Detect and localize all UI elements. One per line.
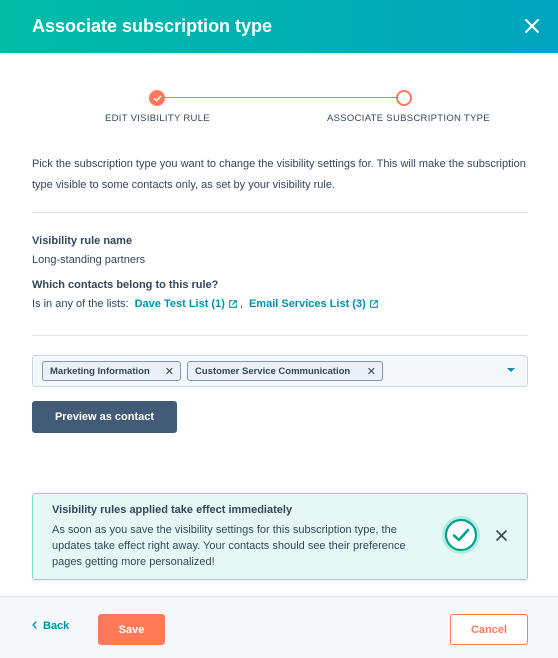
list-link-label: Email Services List (3): [248, 298, 366, 310]
alert-body: As soon as you save the visibility settings for this subscription type, the updates take effect right away. Your contacts should see their preference pages getting more personalized!: [52, 524, 406, 568]
lists-row: [32, 298, 379, 310]
cancel-button[interactable]: Cancel: [450, 614, 528, 645]
back-label: Back: [43, 620, 70, 632]
dismiss-alert-icon[interactable]: [495, 529, 508, 542]
info-alert: [32, 493, 528, 580]
success-check-icon: [441, 515, 481, 555]
list-link-dave-test[interactable]: [135, 298, 238, 310]
back-button[interactable]: [32, 620, 69, 632]
dropdown-caret-icon[interactable]: [507, 368, 515, 372]
external-link-icon: [369, 299, 379, 309]
external-link-icon: [228, 299, 238, 309]
step-complete-icon: [149, 90, 165, 106]
divider: [32, 212, 528, 213]
alert-title: Visibility rules applied take effect immediately: [52, 504, 293, 516]
selected-tag-customer-service-communication: [187, 361, 383, 381]
tag-label: Marketing Information: [50, 365, 150, 377]
chevron-left-icon: [32, 620, 37, 632]
rule-name-value: Long-standing partners: [32, 254, 146, 266]
remove-tag-icon[interactable]: ✕: [366, 366, 376, 378]
progress-stepper: [0, 86, 558, 126]
remove-tag-icon[interactable]: ✕: [164, 366, 174, 378]
modal-title: Associate subscription type: [32, 16, 273, 36]
preview-as-contact-button[interactable]: Preview as contact: [32, 401, 177, 433]
tag-label: Customer Service Communication: [195, 365, 351, 377]
step-label-associate-subscription-type: ASSOCIATE SUBSCRIPTION TYPE: [327, 113, 490, 124]
subscription-type-select[interactable]: [32, 355, 528, 387]
modal-footer: [0, 596, 558, 658]
step-label-edit-visibility-rule: EDIT VISIBILITY RULE: [105, 113, 210, 124]
step-current-icon: [396, 90, 412, 106]
save-button[interactable]: Save: [98, 614, 165, 645]
list-link-email-services[interactable]: [249, 298, 379, 310]
modal-header: [0, 0, 558, 53]
contacts-label: Which contacts belong to this rule?: [32, 279, 219, 291]
list-link-label: Dave Test List (1): [134, 298, 225, 310]
list-separator: ,: [239, 298, 243, 310]
lists-prefix: Is in any of the lists:: [32, 298, 129, 310]
selected-tag-marketing-information: [42, 361, 181, 381]
intro-text: Pick the subscription type you want to change the visibility settings for. This will make the subscription type visible to some contacts only, as set by your visibility rule.: [32, 158, 526, 191]
stepper-connector: [163, 97, 397, 98]
divider: [32, 335, 528, 336]
rule-name-label: Visibility rule name: [32, 235, 133, 247]
close-icon[interactable]: [520, 14, 544, 38]
